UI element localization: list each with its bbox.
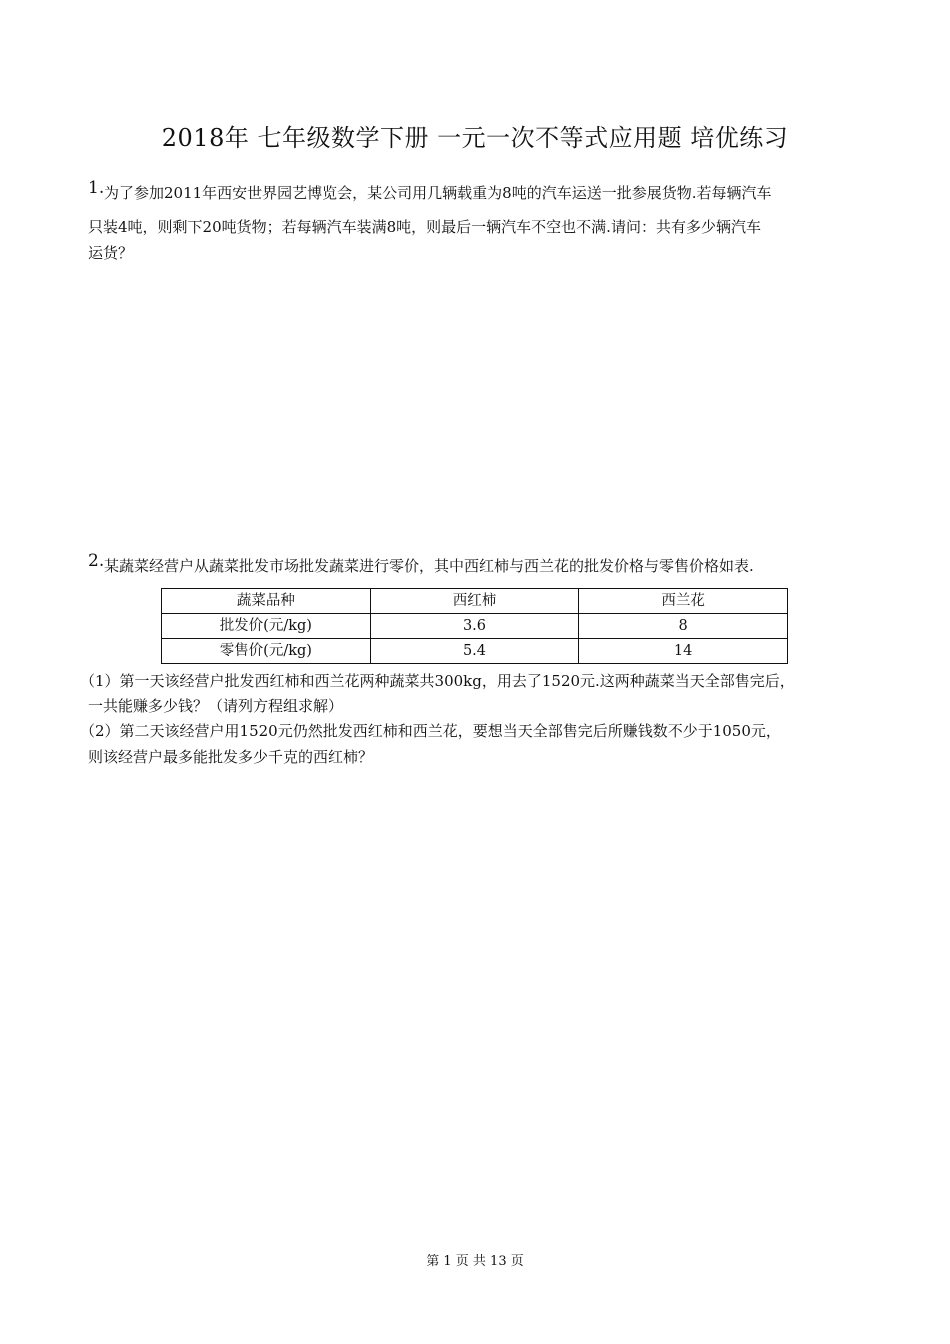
table-cell: 零售价(元/kg) bbox=[162, 639, 371, 664]
question-2-part-2-line: （2）第二天该经营户用1520元仍然批发西红柿和西兰花，要想当天全部售完后所赚钱数不少于1050元， bbox=[80, 722, 781, 740]
question-2-part-1-line: （1）第一天该经营户批发西红柿和西兰花两种蔬菜共300kg，用去了1520元.这两种蔬菜当天全部售完后， bbox=[80, 672, 795, 690]
question-2-number: 2. bbox=[88, 551, 105, 571]
table-cell: 5.4 bbox=[370, 639, 579, 664]
question-2-part-2-line: 则该经营户最多能批发多少千克的西红柿？ bbox=[88, 748, 374, 766]
question-1-number: 1. bbox=[88, 178, 105, 198]
page-footer: 第 1 页 共 13 页 bbox=[426, 1254, 524, 1269]
table-cell: 3.6 bbox=[370, 614, 579, 639]
table-cell: 8 bbox=[579, 614, 788, 639]
question-2-part-1-line: 一共能赚多少钱？（请列方程组求解） bbox=[88, 697, 344, 715]
page-title: 2018年 七年级数学下册 一元一次不等式应用题 培优练习 bbox=[161, 124, 789, 152]
table-row bbox=[162, 639, 788, 664]
table-header-cell: 蔬菜品种 bbox=[162, 589, 371, 614]
price-table bbox=[161, 588, 788, 664]
question-1-line: 运货？ bbox=[88, 244, 134, 262]
question-1-line: 只装4吨，则剩下20吨货物；若每辆汽车装满8吨，则最后一辆汽车不空也不满.请问：共有多少辆汽车 bbox=[88, 218, 761, 236]
question-1 bbox=[88, 180, 868, 270]
question-2 bbox=[88, 553, 868, 583]
question-1-line: 为了参加2011年西安世界园艺博览会，某公司用几辆载重为8吨的汽车运送一批参展货物.若每辆汽车 bbox=[104, 184, 772, 202]
table-cell: 批发价(元/kg) bbox=[162, 614, 371, 639]
table-header-cell: 西红柿 bbox=[370, 589, 579, 614]
table-row bbox=[162, 614, 788, 639]
question-2-intro: 某蔬菜经营户从蔬菜批发市场批发蔬菜进行零价，其中西红柿与西兰花的批发价格与零售价格如表. bbox=[104, 557, 754, 575]
table-cell: 14 bbox=[579, 639, 788, 664]
table-header-row bbox=[162, 589, 788, 614]
table-header-cell: 西兰花 bbox=[579, 589, 788, 614]
